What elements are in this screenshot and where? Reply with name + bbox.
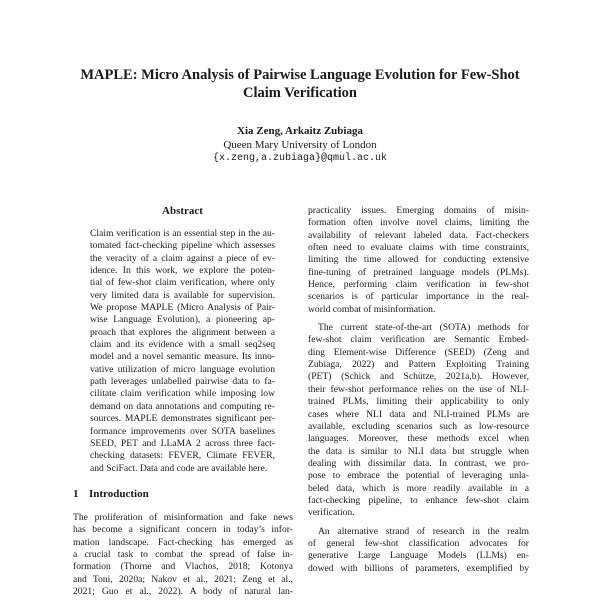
- right-column-body: [308, 205, 529, 575]
- text-line: model and a novel semantic measure. Its inno-: [90, 351, 275, 363]
- text-line: Hence, performing claim verification in few-shot: [308, 279, 529, 291]
- section-number: 1: [73, 488, 79, 500]
- text-line: An alternative strand of research in the realm: [318, 525, 529, 537]
- text-line: mation landscape. Fact-checking has emerged as: [73, 536, 293, 548]
- text-line: a crucial task to combat the spread of false in-: [73, 549, 293, 561]
- text-line: formation (Thorne and Vlachos, 2018; Kotonya: [73, 561, 293, 573]
- text-line: very limited data is available for supervision.: [90, 289, 275, 301]
- text-line: We propose MAPLE (Micro Analysis of Pair-: [90, 302, 275, 314]
- text-line: tomated fact-checking pipeline which assesses: [90, 240, 275, 252]
- text-line: few-shot claim verification are Semantic Embed-: [308, 334, 529, 346]
- section-title: Introduction: [89, 488, 149, 500]
- section-heading-introduction: [73, 487, 293, 501]
- text-line: often need to evaluate claims with time constraints,: [308, 242, 529, 254]
- text-line: wise Language Evolution), a pioneering ap-: [90, 314, 275, 326]
- text-line: verification.: [308, 507, 355, 519]
- text-line: proach that explores the alignment between a: [90, 326, 275, 338]
- text-line: scenarios is of particular importance in the real-: [308, 291, 529, 303]
- introduction-body: [73, 512, 293, 598]
- text-line: beled data, which is more readily available in a: [308, 482, 529, 494]
- text-line: has become a significant concern in today’s infor-: [73, 524, 293, 536]
- text-line: dowed with billions of parameters, exemplified by: [308, 562, 529, 574]
- text-line: checking datasets: FEVER, Climate FEVER,: [90, 450, 275, 462]
- text-line: the veracity of a claim against a piece of ev-: [90, 252, 275, 264]
- text-line: vative utilization of micro language evolution: [90, 363, 275, 375]
- text-line: (PET) (Schick and Schütze, 2021a,b). However,: [308, 371, 529, 383]
- text-line: fact-checking pipeline, to enhance few-shot claim: [308, 494, 529, 506]
- title-line: Claim Verification: [243, 85, 357, 101]
- text-line: practicality issues. Emerging domains of misin-: [308, 205, 529, 216]
- text-line: dealing with dissimilar data. In contrast, we pro-: [308, 457, 529, 469]
- text-line: The proliferation of misinformation and fake news: [73, 512, 293, 523]
- text-line: trained PLMs, limiting their applicability to only: [308, 396, 529, 408]
- text-line: formance improvements over SOTA baselines: [90, 425, 275, 437]
- paragraph: [308, 322, 529, 520]
- author-affiliation: Queen Mary University of London: [223, 139, 377, 151]
- text-line: SEED, PET and LLaMA 2 across three fact-: [90, 437, 275, 449]
- text-line: The current state-of-the-art (SOTA) methods for: [318, 322, 529, 334]
- text-line: cilitate claim verification while imposing low: [90, 388, 275, 400]
- paragraph: [308, 205, 529, 316]
- text-line: idence. In this work, we explore the poten-: [90, 265, 275, 277]
- text-line: pose to embrace the potential of leveraging unla-: [308, 470, 529, 482]
- paragraph: [308, 526, 529, 575]
- text-line: of general few-shot classification advocates for: [308, 537, 529, 549]
- text-line: world combat of misinformation.: [308, 303, 436, 315]
- text-line: demand on data annotations and computing re-: [90, 400, 275, 412]
- paper-title: [60, 66, 540, 102]
- title-line: MAPLE: Micro Analysis of Pairwise Language Evolution for Few-Shot: [80, 67, 520, 83]
- text-line: Claim verification is an essential step in the au-: [90, 228, 275, 239]
- text-line: formation often involve novel claims, limiting the: [308, 217, 529, 229]
- text-line: availability of relevant labeled data. Fact-checkers: [308, 229, 529, 241]
- text-line: cases where NLI data and NLI-trained PLMs are: [308, 408, 529, 420]
- text-line: generative Large Language Models (LLMs) en-: [308, 550, 529, 562]
- text-line: available, excluding scenarios such as low-resource: [308, 420, 529, 432]
- text-line: fine-tuning of pretrained language models (PLMs).: [308, 266, 529, 278]
- text-line: their few-shot performance relies on the use of NLI-: [308, 383, 529, 395]
- author-email: {x.zeng,a.zubiaga}@qmul.ac.uk: [212, 153, 388, 164]
- text-line: tial of few-shot claim verification, where only: [90, 277, 275, 289]
- text-line: path leverages unlabelled pairwise data to fa-: [90, 376, 275, 388]
- text-line: the data is similar to NLI data but struggle when: [308, 445, 529, 457]
- text-line: claim and its evidence with a small seq2seq: [90, 339, 275, 351]
- text-line: languages. Moreover, these methods excel when: [308, 433, 529, 445]
- abstract-heading: Abstract: [162, 205, 203, 217]
- text-line: and Toni, 2020a; Nakov et al., 2021; Zeng et al.,: [73, 573, 293, 585]
- text-line: and SciFact. Data and code are available here.: [90, 462, 268, 474]
- author-names: Xia Zeng, Arkaitz Zubiaga: [237, 125, 363, 137]
- text-line: ding Element-wise Difference (SEED) (Zeng and: [308, 346, 529, 358]
- abstract-body: [90, 228, 275, 475]
- text-line: 2021; Guo et al., 2022). A body of natural lan-: [73, 586, 293, 598]
- text-line: sources. MAPLE demonstrates significant per-: [90, 413, 275, 425]
- text-line: limiting the time allowed for conducting extensive: [308, 254, 529, 266]
- text-line: Zubiaga, 2022) and Pattern Exploiting Training: [308, 359, 529, 371]
